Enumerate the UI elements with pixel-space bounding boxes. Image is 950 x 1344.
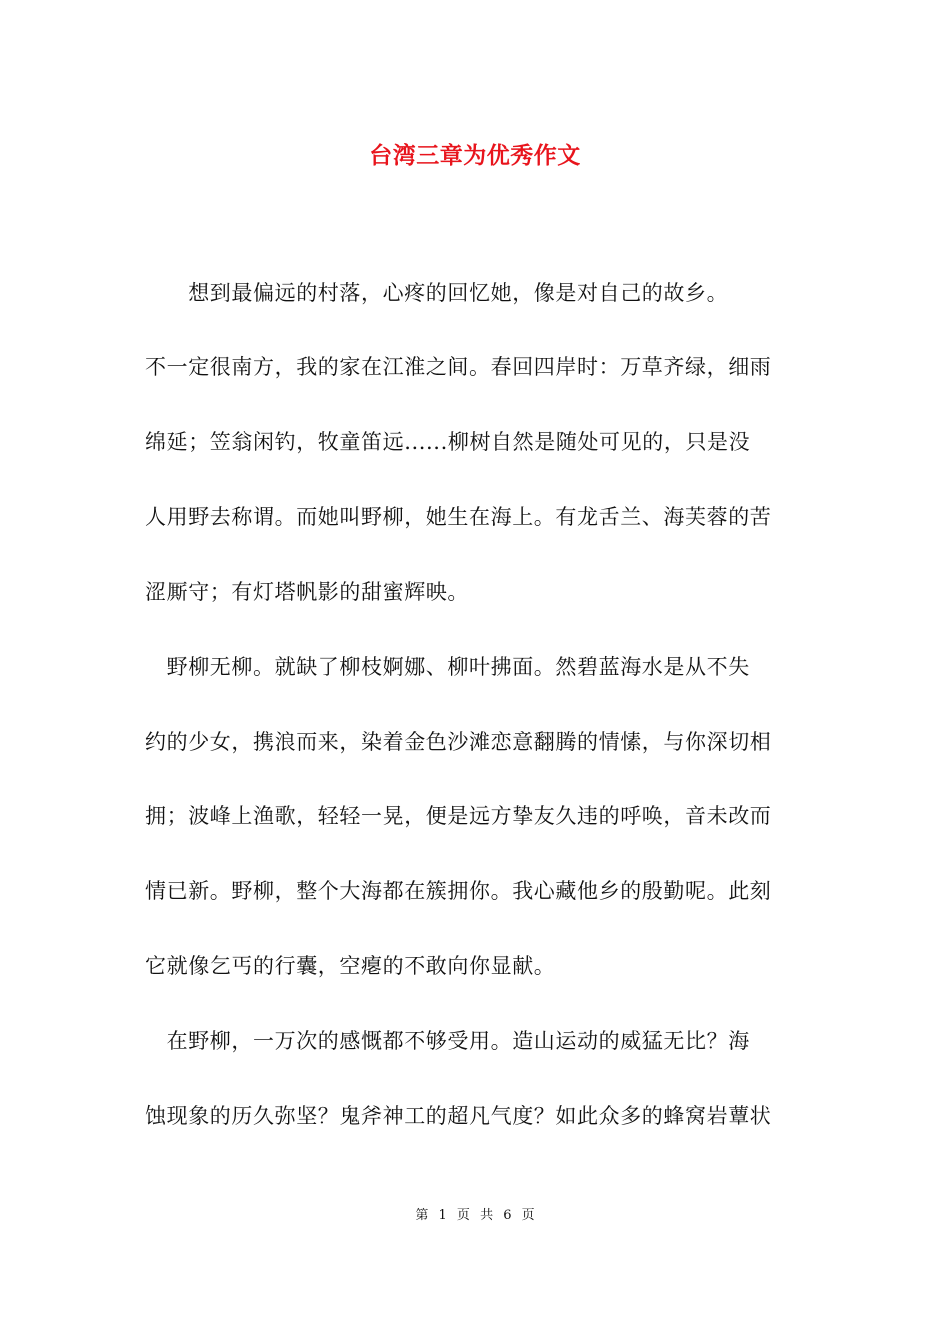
- document-title: 台湾三章为优秀作文: [369, 142, 581, 169]
- footer-prefix: 第: [415, 1208, 429, 1223]
- paragraph-line: 人用野去称谓。而她叫野柳，她生在海上。有龙舌兰、海芙蓉的苦: [145, 505, 772, 529]
- footer-total-pages: 6: [503, 1208, 512, 1223]
- footer-suffix: 页: [521, 1208, 535, 1223]
- footer-page-number: 1: [438, 1208, 447, 1223]
- paragraph-line: 绵延；笠翁闲钓，牧童笛远......柳树自然是随处可见的，只是没: [145, 430, 751, 454]
- paragraph-line: 涩厮守；有灯塔帆影的甜蜜辉映。: [145, 580, 469, 604]
- paragraph-line: 不一定很南方，我的家在江淮之间。春回四岸时：万草齐绿，细雨: [145, 355, 772, 379]
- paragraph-line: 蚀现象的历久弥坚？鬼斧神工的超凡气度？如此众多的蜂窝岩蕈状: [145, 1104, 772, 1128]
- paragraph-line: 野柳无柳。就缺了柳枝婀娜、柳叶拂面。然碧蓝海水是从不失: [145, 655, 750, 679]
- footer-mid1: 页: [456, 1208, 470, 1223]
- paragraph-line: 情已新。野柳，整个大海都在簇拥你。我心藏他乡的殷勤呢。此刻: [145, 879, 772, 903]
- footer-mid2: 共: [480, 1208, 494, 1223]
- paragraph-line: 它就像乞丐的行囊，空瘪的不敢向你显献。: [145, 954, 556, 978]
- paragraph-line: 在野柳，一万次的感慨都不够受用。造山运动的威猛无比？海: [145, 1029, 750, 1053]
- paragraph-line: 约的少女，携浪而来，染着金色沙滩恋意翻腾的情愫，与你深切相: [145, 730, 772, 754]
- paragraph-line: 想到最偏远的村落，心疼的回忆她，像是对自己的故乡。: [145, 281, 729, 305]
- page-number-footer: [0, 1206, 950, 1226]
- paragraph-line: 拥；波峰上渔歌，轻轻一晃，便是远方挚友久违的呼唤，音未改而: [145, 804, 772, 828]
